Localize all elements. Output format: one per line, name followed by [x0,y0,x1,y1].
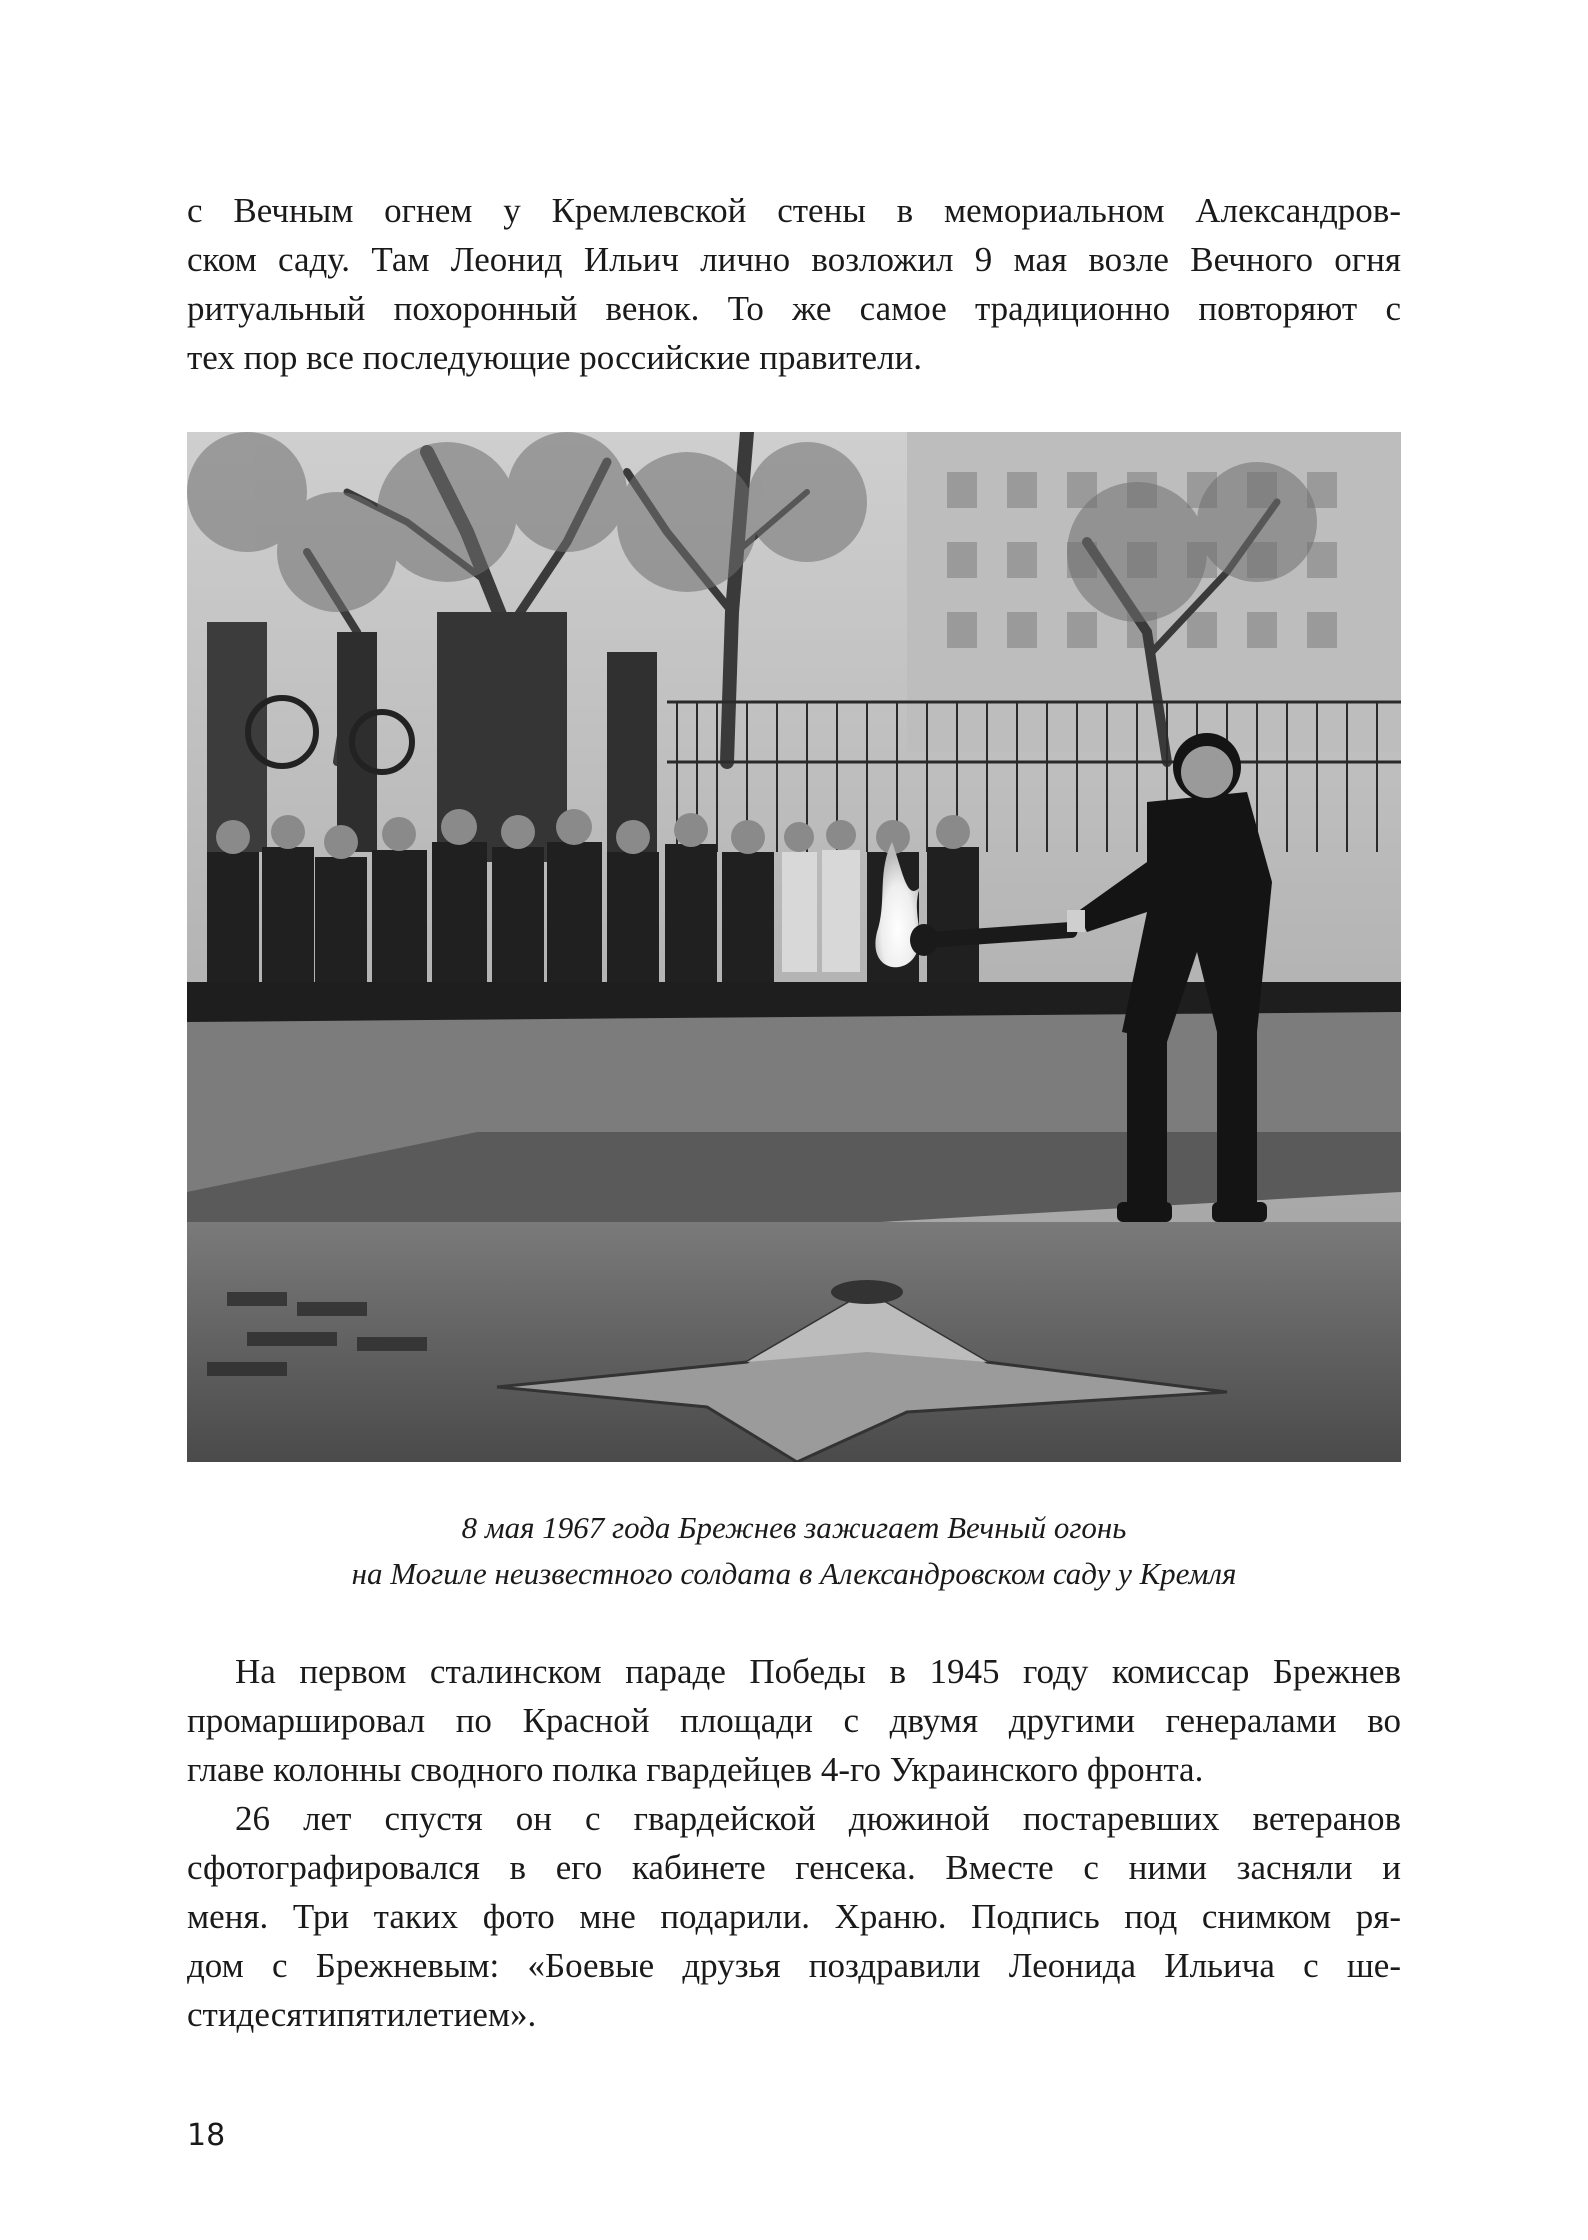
historical-photo [187,432,1401,1462]
body-paragraph-line: меня. Три таких фото мне подарили. Храню. Подпись под снимком ря- [187,1897,1401,1936]
photo-caption [187,1505,1401,1597]
body-text [187,1647,1401,2039]
body-paragraph [187,1794,1401,2039]
body-paragraph-line: стидесятипятилетием». [187,1995,537,2034]
body-paragraph-line: дом с Брежневым: «Боевые друзья поздравили Леонида Ильича с ше- [187,1946,1401,1985]
body-paragraph-line: На первом сталинском параде Победы в 1945 году комиссар Брежнев [235,1652,1401,1691]
top-paragraph-line: с Вечным огнем у Кремлевской стены в мемориальном Александров- [187,191,1401,230]
top-paragraph-line: ском саду. Там Леонид Ильич лично возложил 9 мая возле Вечного огня [187,240,1401,279]
body-paragraph-line: промаршировал по Красной площади с двумя другими генералами во [187,1701,1401,1740]
body-paragraph-line: 26 лет спустя он с гвардейской дюжиной постаревших ветеранов [235,1799,1401,1838]
top-paragraph-line: ритуальный похоронный венок. То же самое традиционно повторяют с [187,289,1401,328]
top-paragraph [187,186,1401,382]
body-paragraph-line: главе колонны сводного полка гвардейцев 4-го Украинского фронта. [187,1750,1204,1789]
caption-line: 8 мая 1967 года Брежнев зажигает Вечный огонь [461,1510,1127,1545]
caption-line: на Могиле неизвестного солдата в Александровском саду у Кремля [351,1556,1237,1591]
photo-illustration [187,432,1401,1462]
body-paragraph [187,1647,1401,1794]
top-paragraph-line: тех пор все последующие российские правители. [187,338,923,377]
page-number: 18 [187,2118,226,2153]
body-paragraph-line: сфотографировался в его кабинете генсека. Вместе с ними засняли и [187,1848,1401,1887]
